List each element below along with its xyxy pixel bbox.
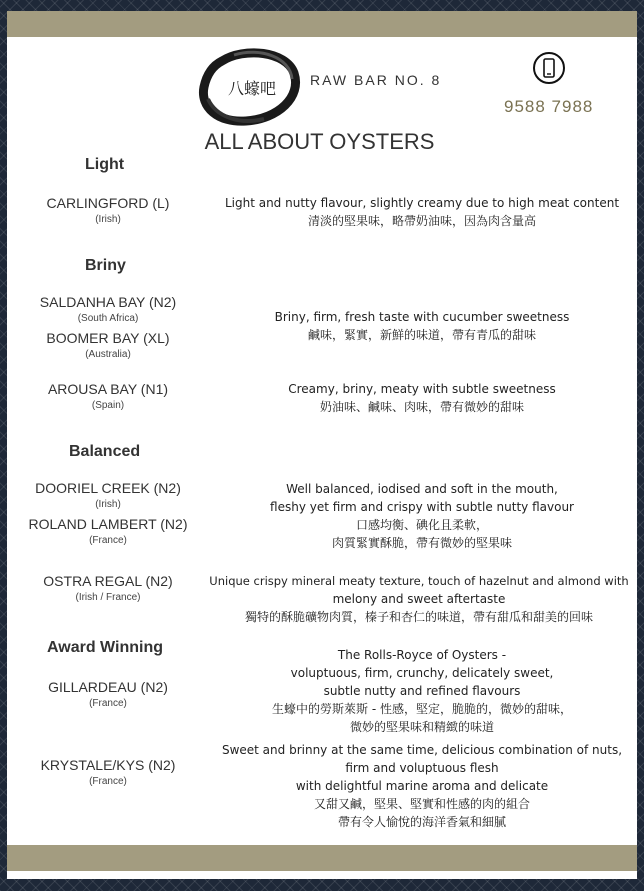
category-briny: Briny — [85, 257, 126, 274]
oyster-name: SALDANHA BAY (N2) — [39, 294, 177, 310]
oyster-name: KRYSTALE/KYS (N2) — [40, 757, 176, 773]
oyster-gillardeau — [17, 679, 199, 709]
description-arousa: Creamy, briny, meaty with subtle sweetness 奶油味、鹹味、肉味，帶有微妙的甜味 — [288, 382, 556, 414]
description-briny: Briny, firm, fresh taste with cucumber sweetness 鹹味，緊實，新鮮的味道，帶有青瓜的甜味 — [274, 310, 570, 342]
oyster-arousa — [17, 381, 199, 411]
oyster-origin: (Spain) — [91, 400, 125, 411]
oyster-name: CARLINGFORD (L) — [46, 195, 170, 211]
oyster-name: ROLAND LAMBERT (N2) — [28, 516, 188, 532]
logo-chars: 八蠔吧 — [227, 79, 276, 98]
menu-page — [7, 11, 637, 879]
description-ostra: Unique crispy mineral meaty texture, touch of hazelnut and almond with melony and sweet aftertaste 獨特的酥脆礦物肉質，榛子和杏仁的味道，帶有甜瓜和甜美的回味 — [209, 574, 629, 624]
oyster-name: GILLARDEAU (N2) — [48, 679, 168, 695]
oyster-name: OSTRA REGAL (N2) — [43, 573, 173, 589]
category-light: Light — [85, 156, 125, 173]
oyster-name: DOORIEL CREEK (N2) — [35, 480, 181, 496]
description-light: Light and nutty flavour, slightly creamy due to high meat content 清淡的堅果味，略帶奶油味，因為肉含量高 — [224, 196, 620, 228]
brand-name: RAW BAR NO. 8 — [310, 72, 442, 88]
bottom-band — [7, 845, 637, 871]
logo — [194, 41, 304, 131]
category-award-winning: Award Winning — [47, 639, 163, 656]
oyster-origin: (Irish) — [95, 499, 121, 510]
oyster-boomer — [17, 330, 199, 360]
oyster-roland — [17, 516, 199, 546]
oyster-origin: (Australia) — [85, 349, 131, 360]
description-gillardeau: The Rolls-Royce of Oysters - voluptuous, firm, crunchy, delicately sweet, subtle nutty and refined flavours 生蠔中的勞斯萊斯 - 性感，堅定，脆脆的，微妙的甜味， 微妙的堅果味和精緻的味道 — [272, 648, 572, 734]
oyster-krystale — [17, 757, 199, 787]
page-title: ALL ABOUT OYSTERS — [204, 129, 435, 154]
description-krystale: Sweet and brinny at the same time, delicious combination of nuts, firm and voluptuous flesh with delightful marine aroma and delicate 又甜又鹹，堅果、堅實和性感的肉的組合 帶有令人愉悅的海洋香氣和細膩 — [221, 743, 623, 829]
oyster-origin: (France) — [89, 776, 127, 787]
oyster-carlingford — [17, 195, 199, 225]
oyster-name: BOOMER BAY (XL) — [46, 330, 170, 346]
oyster-origin: (France) — [89, 535, 127, 546]
oyster-origin: (Irish) — [95, 214, 121, 225]
description-balanced: Well balanced, iodised and soft in the mouth, fleshy yet firm and crispy with subtle nutty flavour 口感均衡、碘化且柔軟， 肉質緊實酥脆，帶有微妙的堅果味 — [270, 482, 574, 550]
oyster-dooriel — [17, 480, 199, 510]
oyster-origin: (France) — [89, 698, 127, 709]
oyster-origin: (South Africa) — [77, 313, 139, 324]
oyster-name: AROUSA BAY (N1) — [47, 381, 169, 397]
oyster-ostra — [17, 573, 199, 603]
top-band — [7, 11, 637, 37]
phone-icon — [532, 51, 566, 85]
oyster-saldanha — [17, 294, 199, 324]
oyster-origin: (Irish / France) — [75, 592, 141, 603]
phone-number: 9588 7988 — [504, 97, 594, 116]
category-balanced: Balanced — [69, 443, 141, 460]
